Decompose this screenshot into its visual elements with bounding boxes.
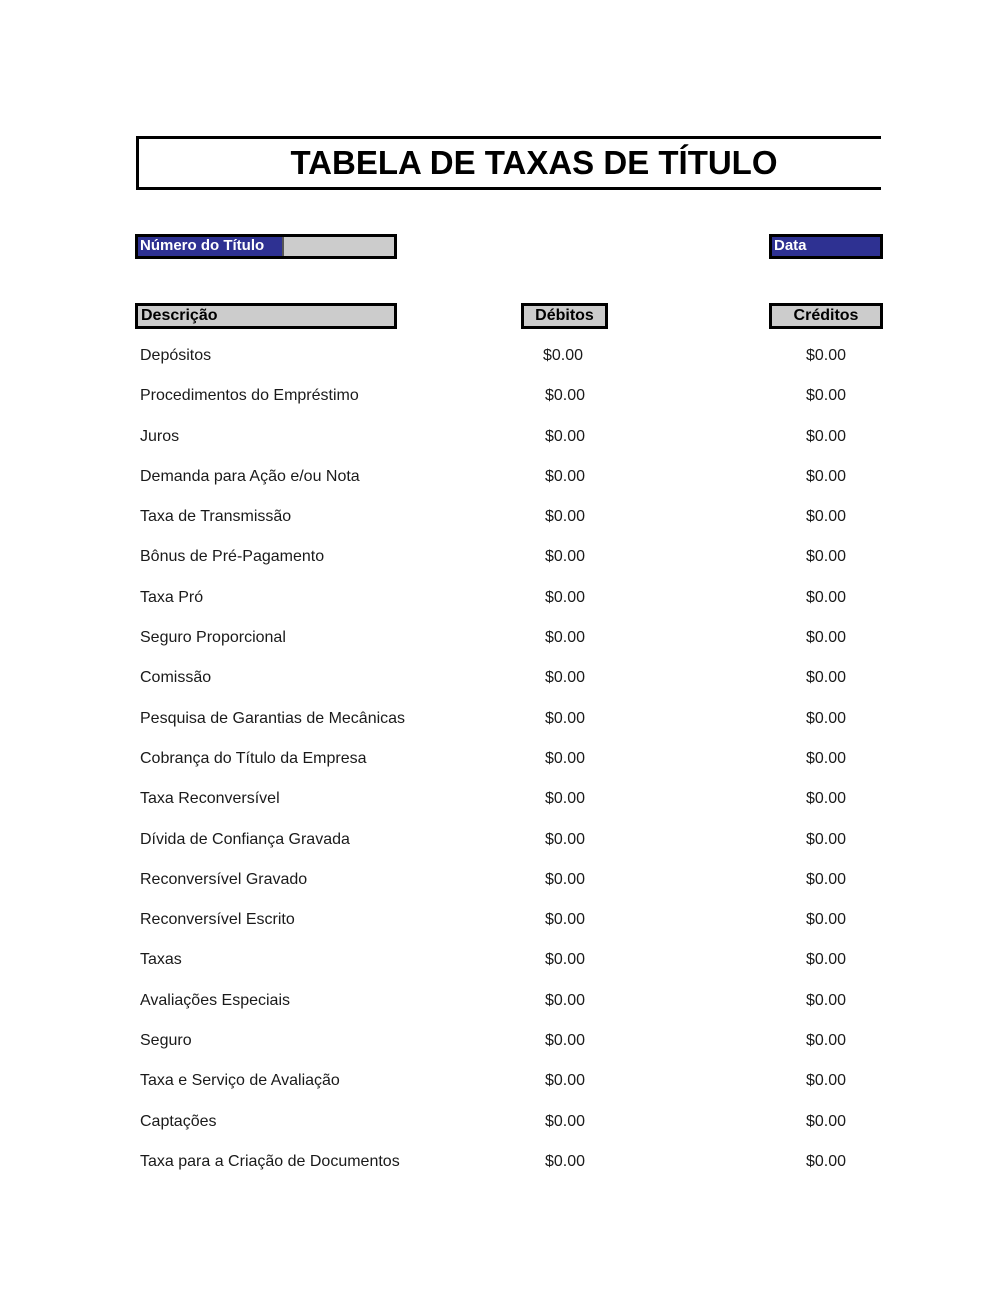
table-row bbox=[0, 660, 1000, 700]
table-row bbox=[0, 983, 1000, 1023]
row-credit-value: $0.00 bbox=[806, 951, 847, 969]
table-row bbox=[0, 1144, 1000, 1184]
column-header-debits: Débitos bbox=[521, 303, 608, 329]
row-credit-value: $0.00 bbox=[806, 629, 847, 647]
row-credit-value: $0.00 bbox=[806, 508, 847, 526]
row-credit-value: $0.00 bbox=[806, 709, 847, 727]
page-title: TABELA DE TAXAS DE TÍTULO bbox=[290, 144, 778, 181]
row-debit-value: $0.00 bbox=[545, 669, 586, 687]
row-description: Pesquisa de Garantias de Mecânicas bbox=[140, 709, 406, 727]
row-description: Taxas bbox=[140, 951, 182, 969]
row-debit-value: $0.00 bbox=[545, 548, 586, 566]
row-debit-value: $0.00 bbox=[545, 870, 586, 888]
row-debit-value: $0.00 bbox=[545, 709, 586, 727]
row-description: Comissão bbox=[140, 669, 212, 687]
row-credit-value: $0.00 bbox=[806, 1072, 847, 1090]
row-debit-value: $0.00 bbox=[545, 991, 586, 1009]
row-debit-value: $0.00 bbox=[545, 749, 586, 767]
table-row bbox=[0, 701, 1000, 741]
row-description: Seguro Proporcional bbox=[140, 629, 286, 647]
row-credit-value: $0.00 bbox=[806, 588, 847, 606]
table-row bbox=[0, 419, 1000, 459]
row-debit-value: $0.00 bbox=[545, 1112, 586, 1130]
table-row bbox=[0, 338, 1000, 378]
row-description: Demanda para Ação e/ou Nota bbox=[140, 467, 360, 485]
table-row bbox=[0, 781, 1000, 821]
row-description: Dívida de Confiança Gravada bbox=[140, 830, 350, 848]
table-row bbox=[0, 1023, 1000, 1063]
row-description: Taxa e Serviço de Avaliação bbox=[140, 1072, 340, 1090]
title-number-input[interactable] bbox=[282, 237, 394, 256]
row-credit-value: $0.00 bbox=[806, 991, 847, 1009]
row-credit-value: $0.00 bbox=[806, 1032, 847, 1050]
row-credit-value: $0.00 bbox=[806, 548, 847, 566]
row-debit-value: $0.00 bbox=[543, 347, 584, 364]
fee-table-body bbox=[0, 338, 1000, 1184]
title-box bbox=[136, 136, 881, 190]
row-credit-value: $0.00 bbox=[806, 911, 847, 929]
row-credit-value: $0.00 bbox=[806, 467, 847, 485]
row-credit-value: $0.00 bbox=[806, 790, 847, 808]
column-header-credits: Créditos bbox=[769, 303, 883, 329]
row-description: Taxa Pró bbox=[140, 588, 204, 606]
row-debit-value: $0.00 bbox=[545, 508, 586, 526]
row-debit-value: $0.00 bbox=[545, 951, 586, 969]
row-credit-value: $0.00 bbox=[806, 870, 847, 888]
row-debit-value: $0.00 bbox=[545, 1152, 586, 1170]
row-description: Cobrança do Título da Empresa bbox=[140, 749, 367, 767]
table-row bbox=[0, 378, 1000, 418]
table-row bbox=[0, 822, 1000, 862]
row-description: Procedimentos do Empréstimo bbox=[140, 387, 359, 405]
row-debit-value: $0.00 bbox=[545, 588, 586, 606]
row-description: Reconversível Gravado bbox=[140, 870, 308, 888]
row-credit-value: $0.00 bbox=[806, 1152, 847, 1170]
table-row bbox=[0, 539, 1000, 579]
row-description: Taxa Reconversível bbox=[140, 790, 280, 808]
row-credit-value: $0.00 bbox=[806, 387, 847, 405]
title-number-field bbox=[135, 234, 397, 259]
row-debit-value: $0.00 bbox=[545, 1072, 586, 1090]
table-row bbox=[0, 499, 1000, 539]
row-debit-value: $0.00 bbox=[545, 1032, 586, 1050]
row-description: Bônus de Pré-Pagamento bbox=[140, 548, 325, 566]
row-debit-value: $0.00 bbox=[545, 790, 586, 808]
table-row bbox=[0, 741, 1000, 781]
row-credit-value: $0.00 bbox=[806, 830, 847, 848]
table-row bbox=[0, 1104, 1000, 1144]
row-credit-value: $0.00 bbox=[806, 427, 847, 445]
table-row bbox=[0, 862, 1000, 902]
column-header-description: Descrição bbox=[135, 303, 397, 329]
row-description: Taxa de Transmissão bbox=[140, 508, 292, 526]
row-credit-value: $0.00 bbox=[806, 347, 847, 364]
row-debit-value: $0.00 bbox=[545, 387, 586, 405]
row-credit-value: $0.00 bbox=[806, 669, 847, 687]
row-description: Depósitos bbox=[140, 347, 212, 364]
row-description: Taxa para a Criação de Documentos bbox=[140, 1152, 400, 1170]
table-row bbox=[0, 459, 1000, 499]
row-description: Captações bbox=[140, 1112, 217, 1130]
table-row bbox=[0, 1063, 1000, 1103]
row-debit-value: $0.00 bbox=[545, 629, 586, 647]
date-label: Data bbox=[772, 237, 880, 256]
row-description: Seguro bbox=[140, 1032, 192, 1050]
row-description: Avaliações Especiais bbox=[140, 991, 291, 1009]
row-debit-value: $0.00 bbox=[545, 427, 586, 445]
table-row bbox=[0, 942, 1000, 982]
table-row bbox=[0, 902, 1000, 942]
date-field bbox=[769, 234, 883, 259]
row-debit-value: $0.00 bbox=[545, 467, 586, 485]
title-number-label: Número do Título bbox=[138, 237, 282, 256]
row-credit-value: $0.00 bbox=[806, 1112, 847, 1130]
row-debit-value: $0.00 bbox=[545, 830, 586, 848]
row-description: Reconversível Escrito bbox=[140, 911, 295, 929]
row-credit-value: $0.00 bbox=[806, 749, 847, 767]
table-row bbox=[0, 580, 1000, 620]
row-description: Juros bbox=[140, 427, 180, 445]
row-debit-value: $0.00 bbox=[545, 911, 586, 929]
table-row bbox=[0, 620, 1000, 660]
